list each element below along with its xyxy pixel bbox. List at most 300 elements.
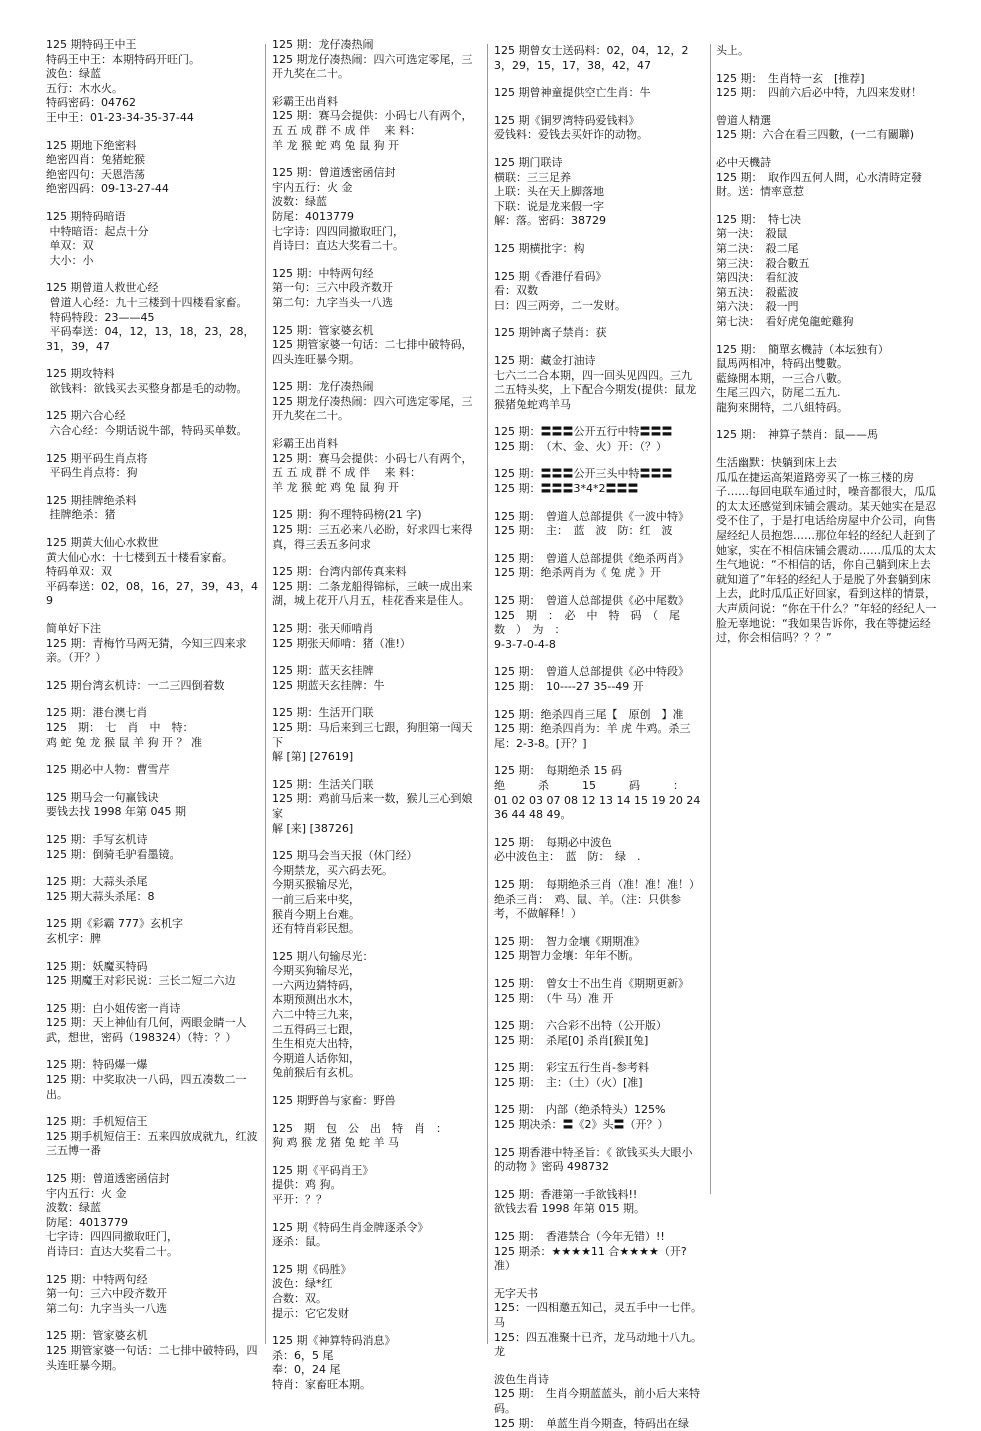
column-2 xyxy=(272,38,480,1391)
text-line: 解 [来] [38726] xyxy=(272,821,354,835)
text-block xyxy=(46,622,258,666)
text-block xyxy=(46,1329,258,1373)
text-line: 波色：绿*红 xyxy=(272,1277,333,1291)
block-heading: 125 期：大蒜头杀尾 xyxy=(46,875,148,889)
text-block xyxy=(272,1122,480,1151)
text-line: 第七決： 看好虎兔龍蛇雞狗 xyxy=(716,314,854,328)
block-heading: 125 期香港中特圣旨：《 欲钱买头大眼小的动物 》密码 498732 xyxy=(494,1145,693,1174)
text-line: 藍綠開本期，一三合八數。 xyxy=(716,371,848,385)
text-line: 绝密四码：09-13-27-44 xyxy=(46,182,169,196)
text-line: 125 期： 单蓝生肖今期查，特码出在绿 xyxy=(494,1416,689,1430)
text-line: 125 期：倒骑毛驴看墨镜。 xyxy=(46,847,181,861)
block-heading: 125 期横批字：构 xyxy=(494,241,585,255)
text-block xyxy=(494,764,702,822)
block-heading: 125 期：〓〓〓公开三头中特〓〓〓 xyxy=(494,467,673,481)
text-line: 平开：？？ xyxy=(272,1193,327,1206)
text-line: 第二句：九字当头一八选 xyxy=(272,295,393,309)
text-line: 防尾：4013779 xyxy=(46,1215,128,1229)
text-block xyxy=(272,664,480,693)
text-block xyxy=(494,836,702,865)
block-heading: 125 期马会当天报（休门经） xyxy=(272,849,418,863)
text-block xyxy=(46,1002,258,1046)
block-heading: 125 期： 曾道人总部提供《一波中特》 xyxy=(494,509,689,523)
text-block xyxy=(494,878,702,922)
block-heading: 125 期：中特两句经 xyxy=(46,1272,148,1286)
block-heading: 125 期：生活关门联 xyxy=(272,777,374,791)
text-line: 五行：木水火。 xyxy=(46,81,123,95)
text-block xyxy=(494,977,702,1006)
text-block xyxy=(494,708,702,752)
text-block xyxy=(494,1146,702,1175)
text-block xyxy=(494,1287,702,1360)
text-block xyxy=(494,510,702,539)
text-block xyxy=(46,1058,258,1102)
text-line: 125 期张天师啃：猪（准!） xyxy=(272,636,411,650)
text-line: 还有特肖彩民想。 xyxy=(272,922,360,936)
text-line: 今期道人话你知， xyxy=(272,1051,360,1065)
text-line: 羊 龙 猴 蛇 鸡 兔 鼠 狗 开 xyxy=(272,480,399,494)
block-heading: 125 期门联诗 xyxy=(494,155,563,169)
text-line: 猴肖今期上台难。 xyxy=(272,907,360,921)
text-block xyxy=(272,1263,480,1321)
block-heading: 125 期地下绝密料 xyxy=(46,138,137,152)
text-line: 六二中特三九来， xyxy=(272,1008,360,1022)
text-line: 看：双数 xyxy=(494,284,538,298)
text-line: 125 期龙仔凑热闹：四六可选定零尾，三开九奖在二十。 xyxy=(272,52,473,81)
block-heading: 125 期： 特七决 xyxy=(716,212,801,226)
text-line: 下联：说是龙来假一字 xyxy=(494,199,604,213)
text-line: 第一句：三六中段齐数开 xyxy=(46,1287,167,1301)
block-heading: 125 期曾道人救世心经 xyxy=(46,281,159,295)
text-line: 单双：双 xyxy=(46,239,94,253)
text-block xyxy=(716,456,938,646)
text-line: 第二決： 殺二尾 xyxy=(716,241,799,255)
text-block xyxy=(494,935,702,964)
text-block xyxy=(46,536,258,609)
text-block xyxy=(272,1334,480,1392)
text-line: 平码奉送：04，12，13，18，23，28，31，39，47 xyxy=(46,325,255,353)
text-block xyxy=(272,380,480,424)
text-line: 曰：四三两旁，二一发财。 xyxy=(494,298,626,312)
text-line: 125 期： 主： 蓝 波 防：红 波 xyxy=(494,524,673,538)
text-line: 波数：绿蓝 xyxy=(46,1201,101,1215)
block-heading: 125 期： 曾道人总部提供《必中特段》 xyxy=(494,665,689,679)
block-heading: 125 期：台湾内部传真来料 xyxy=(272,565,407,579)
text-block xyxy=(716,156,938,200)
text-line: 绝 杀 15 码 ： xyxy=(494,778,684,792)
text-line: 杀：6，5 尾 xyxy=(272,1348,334,1362)
block-heading: 125 期：妖魔买特码 xyxy=(46,959,148,973)
block-heading: 125 期挂牌绝杀料 xyxy=(46,493,137,507)
text-block xyxy=(494,156,702,229)
block-heading: 125 期平码生肖点将 xyxy=(46,451,148,465)
text-block xyxy=(46,1115,258,1159)
text-line: 125 期大蒜头杀尾：8 xyxy=(46,889,155,903)
text-line: 肖诗曰：直达大奖看二十。 xyxy=(272,239,404,253)
text-block xyxy=(46,452,258,481)
block-heading: 125 期《彩霸 777》玄机字 xyxy=(46,917,183,931)
block-heading: 125 期：绝杀四肖三尾【 原创 】准 xyxy=(494,707,684,721)
block-heading: 125 期： 智力金壤《期期准》 xyxy=(494,934,645,948)
text-block xyxy=(46,917,258,946)
text-block xyxy=(272,565,480,609)
block-heading: 波色生肖诗 xyxy=(494,1372,549,1386)
text-line: 波数：绿蓝 xyxy=(272,195,327,209)
text-block xyxy=(46,409,258,438)
block-heading: 125 期：港台澳七肖 xyxy=(46,706,148,720)
text-line: 125 期手机短信王：五来四放成就九，红波三五博一番 xyxy=(46,1129,258,1158)
text-line: 125 期：鸡前马后来一数，猴儿三心到娘家 xyxy=(272,792,473,820)
block-heading: 125 期： 每期绝杀 15 码 xyxy=(494,764,622,778)
text-block xyxy=(494,1019,702,1048)
text-line: 生生相克大出特， xyxy=(272,1037,360,1051)
text-block xyxy=(272,324,480,368)
text-block xyxy=(272,38,480,82)
text-block xyxy=(46,960,258,989)
block-heading: 彩霸王出肖料 xyxy=(272,94,338,108)
text-line: 狗 鸡 猴 龙 猪 兔 蛇 羊 马 xyxy=(272,1136,399,1150)
text-line: 鼠馬两相冲，特码出雙數。 xyxy=(716,357,848,371)
block-heading: 125 期：藏金打油诗 xyxy=(494,353,596,367)
text-line: 玄机字：脾 xyxy=(46,931,101,945)
block-heading: 125 期：龙仔凑热闹 xyxy=(272,380,374,394)
text-block xyxy=(494,1373,702,1431)
text-block xyxy=(716,44,938,59)
text-line: 黄大仙心水：十七楼到五十楼看家畜。 xyxy=(46,550,233,564)
block-heading: 125 期： 每期必中波色 xyxy=(494,835,612,849)
block-heading: 125 期：手写玄机诗 xyxy=(46,832,148,846)
text-line: 六合心经：今期话说牛部，特码买单数。 xyxy=(46,424,248,438)
text-line: 125 期： 10----27 35--49 开 xyxy=(494,680,644,693)
text-line: 本期预测出水木， xyxy=(272,993,360,1007)
block-heading: 125 期《香港仔看码》 xyxy=(494,269,607,283)
text-line: 中特暗语：起点十分 xyxy=(46,224,149,238)
block-heading: 125 期： 六合彩不出特（公开版） xyxy=(494,1019,667,1033)
text-line: 今期买狗输尽光， xyxy=(272,964,360,978)
block-heading: 125 期《特码生肖金牌逐杀令》 xyxy=(272,1220,429,1234)
text-block xyxy=(716,114,938,143)
block-heading: 125 期特码暗语 xyxy=(46,209,126,223)
text-line: 第一句：三六中段齐数开 xyxy=(272,281,393,295)
text-line: 王中王：01-23-34-35-37-44 xyxy=(46,110,194,124)
text-line: 逐杀：鼠。 xyxy=(272,1235,327,1249)
text-line: 鸡 蛇 兔 龙 猴 鼠 羊 狗 开 ？ 准 xyxy=(46,735,202,749)
text-block xyxy=(494,1103,702,1132)
text-line: 解：落。密码：38729 xyxy=(494,214,606,228)
text-block xyxy=(46,1273,258,1317)
text-line: 平码奉送：02，08，16，27，39，43，49 xyxy=(46,579,258,608)
text-block xyxy=(272,508,480,552)
block-heading: 125 期：白小姐传密一肖诗 xyxy=(46,1001,181,1015)
text-line: 合数：双。 xyxy=(272,1291,327,1305)
block-heading: 125 期六合心经 xyxy=(46,409,126,423)
text-line: 爱钱料：爱钱去买奸诈的动物。 xyxy=(494,128,648,142)
text-block xyxy=(494,326,702,341)
text-line: 第二句：九字当头一八选 xyxy=(46,1301,167,1315)
block-heading: 彩霸王出肖料 xyxy=(272,437,338,451)
text-block xyxy=(46,139,258,197)
text-line: 125 期龙仔凑热闹：四六可选定零尾，三开九奖在二十。 xyxy=(272,394,473,423)
text-line: 125 期： 取作四五何人問，心水清時定發財。送：情率意惹 xyxy=(716,170,922,199)
text-line: 第四決： 看紅波 xyxy=(716,271,799,285)
text-line: 125 期杀：★★★★11 合★★★★（开?准） xyxy=(494,1244,687,1273)
text-line: 平码生肖点将：狗 xyxy=(46,466,138,480)
text-line: 上联：头在天上脚落地 xyxy=(494,185,604,199)
block-heading: 125 期： 每期绝杀三肖（准！准！准！） xyxy=(494,877,700,891)
text-block xyxy=(46,281,258,354)
text-line: 一六两边猜特码， xyxy=(272,978,360,992)
text-block xyxy=(46,679,258,694)
text-line: 特肖：家畜旺本期。 xyxy=(272,1377,371,1391)
block-heading: 125 期野兽与家畜：野兽 xyxy=(272,1094,396,1108)
text-block xyxy=(272,95,480,153)
text-line: 125 期智力金壤：年年不断。 xyxy=(494,949,640,963)
block-heading: 必中天機詩 xyxy=(716,155,771,169)
text-line: 奉：0，24 尾 xyxy=(272,1363,341,1377)
block-heading: 125 期：龙仔凑热闹 xyxy=(272,38,374,51)
block-heading: 125 期曾女士送码料：02，04，12，23，29，15，17，38，42，47 xyxy=(494,44,689,72)
text-line: 欲钱料：欲钱买去买整身都是毛的动物。 xyxy=(46,381,248,395)
block-heading: 125 期钟离子禁肖：获 xyxy=(494,326,607,340)
text-line: 125 期：三五必来八必盼，好求四七来得真，得三丢五多问求 xyxy=(272,523,473,551)
block-heading: 125 期特码王中王 xyxy=(46,38,137,51)
block-heading: 125 期： 内部（绝杀特头）125% xyxy=(494,1103,666,1117)
text-block xyxy=(494,1061,702,1090)
text-block xyxy=(272,706,480,764)
text-line: 特码密码：04762 xyxy=(46,96,136,110)
text-block xyxy=(272,849,480,937)
text-line: 125 期 ： 必 中 特 码 （ 尾 数 ） 为 ： xyxy=(494,608,691,637)
block-heading: 125 期：生活开门联 xyxy=(272,706,374,720)
text-line: 大小：小 xyxy=(46,253,94,267)
text-line: 第六決： 殺一門 xyxy=(716,300,799,314)
text-line: 125 期：马后来到三七跟，狗胆第一闯天下 xyxy=(272,720,473,749)
text-line: 一前三后来中奖， xyxy=(272,892,360,906)
text-block xyxy=(716,343,938,416)
text-block xyxy=(494,86,702,101)
text-line: 01 02 03 07 08 12 13 14 15 19 20 24 36 44 48 49。 xyxy=(494,793,704,822)
text-line: 二五得码三七跟， xyxy=(272,1022,360,1036)
text-line: 绝密四肖：兔猪蛇猴 xyxy=(46,153,145,167)
text-line: 125 期：天上神仙有几何，两眼金睛一人武，想世，密码（198324）（特：？） xyxy=(46,1016,247,1044)
text-line: 125：一四相邀五知己，灵五手中一七伴。马 xyxy=(494,1301,702,1329)
block-heading: 125 期《铜罗湾特码爱钱料》 xyxy=(494,113,640,127)
column-divider xyxy=(265,44,266,1344)
block-heading: 头上。 xyxy=(716,44,749,57)
block-heading: 125 期： 曾道人总部提供《绝杀两肖》 xyxy=(494,551,689,565)
block-heading: 125 期： 神算子禁肖：鼠——馬 xyxy=(716,428,878,442)
text-line: 125 期蓝天玄挂牌：牛 xyxy=(272,678,385,692)
block-heading: 无字天书 xyxy=(494,1286,538,1300)
text-block xyxy=(46,763,258,778)
text-block xyxy=(494,594,702,652)
text-line: 挂牌绝杀：猪 xyxy=(46,508,116,522)
text-line: 欲钱去看 1998 年第 015 期。 xyxy=(494,1202,645,1216)
block-heading: 125 期八句输尽光： xyxy=(272,949,374,963)
text-line: 125 期： 生肖今期蓝蓝头，前小后大来特码。 xyxy=(494,1387,700,1415)
block-heading: 125 期： 香港禁合（今年无错）!! xyxy=(494,1230,665,1244)
block-heading: 125 期《神算特码消息》 xyxy=(272,1334,396,1348)
block-heading: 125 期攻特料 xyxy=(46,367,115,381)
column-1 xyxy=(46,38,258,1372)
text-line: 特码王中王：本期特码开旺门。 xyxy=(46,52,200,66)
block-heading: 生活幽默：快躺到床上去 xyxy=(716,456,837,470)
block-heading: 125 期：香港第一手欲钱料!! xyxy=(494,1187,638,1201)
text-block xyxy=(716,428,938,443)
block-heading: 简单好下注 xyxy=(46,622,101,635)
block-heading: 125 期：手机短信王 xyxy=(46,1115,148,1129)
block-heading: 125 期《码胜》 xyxy=(272,1262,352,1276)
text-block xyxy=(272,166,480,254)
text-block xyxy=(46,1172,258,1260)
column-divider xyxy=(487,44,488,1344)
block-heading: 125 期曾神童提供空亡生肖：牛 xyxy=(494,86,651,100)
text-block xyxy=(494,270,702,314)
text-line: 第五決： 殺藍波 xyxy=(716,285,799,299)
text-line: 125 期： （牛 马）准 开 xyxy=(494,991,614,1005)
text-block xyxy=(716,72,938,101)
text-line: 防尾：4013779 xyxy=(272,209,354,223)
text-line: 绝密四句：天恩浩荡 xyxy=(46,167,145,181)
block-heading: 125 期必中人物：曹雪芹 xyxy=(46,763,170,777)
text-line: 125 期：〓〓〓3*4*2〓〓〓 xyxy=(494,482,639,496)
text-block xyxy=(46,38,258,126)
text-line: 波色：绿蓝 xyxy=(46,67,101,81)
text-line: 瓜瓜在捷运高架道路旁买了一栋三楼的房子……每回电联车通过时，噪音都很大，瓜瓜的太太还感觉到床铺会震动。某天她实在是忍受不住了，于是打电话给房屋中介公司，向售屋经纪人员抱怨……那位年轻的经纪人赶到了她家，实在不相信床铺会震动……瓜瓜的太太生气地说：“不相信的话，你自己躺到床上去就知道了”年轻的经纪人于是脱了外套躺到床上去，此时瓜瓜正好回家，看到这样的情景，大声质问说：“你在干什么？”年轻的经纪人一脸无辜地说：“我如果告诉你，我在等捷运经过，你会相信吗？？？” xyxy=(716,470,937,645)
text-block xyxy=(494,354,702,412)
text-line: 必中波色主： 蓝 防： 绿 . xyxy=(494,850,641,864)
block-heading: 125 期： 簡單玄機詩（本坛独有） xyxy=(716,342,889,356)
text-block xyxy=(272,622,480,651)
text-block xyxy=(494,425,702,454)
block-heading: 125 期：曾道透密函信封 xyxy=(272,166,396,180)
text-line: 125 期： 主：（土）（火）[准] xyxy=(494,1075,643,1089)
text-block xyxy=(494,467,702,496)
block-heading: 125 期：特码爆一爆 xyxy=(46,1058,148,1072)
text-line: 125 期：赛马会提供：小码七八有两个，五 五 成 群 不 成 伴 来 料： xyxy=(272,451,473,480)
text-block xyxy=(46,875,258,904)
column-4 xyxy=(716,44,938,1144)
text-line: 125 期管家婆一句话：二七排中破特码，四头连旺暴今期。 xyxy=(272,338,473,366)
text-line: 解 [第] [27619] xyxy=(272,750,354,764)
block-heading: 125 期：张天师啃肖 xyxy=(272,622,374,635)
text-block xyxy=(272,950,480,1081)
text-line: 肖诗曰：直达大奖看二十。 xyxy=(46,1245,178,1258)
text-block xyxy=(272,1221,480,1250)
text-block xyxy=(46,367,258,396)
block-heading: 125 期：〓〓〓公开五行中特〓〓〓 xyxy=(494,425,673,439)
text-line: 125 期：中奖取决一八码，四五凑数二一出。 xyxy=(46,1073,247,1101)
text-line: 特码特段：23——45 xyxy=(46,310,155,324)
text-line: 125 期管家婆一句话：二七排中破特码，四头连旺暴今期。 xyxy=(46,1343,258,1372)
column-divider xyxy=(710,44,711,1194)
text-block xyxy=(46,494,258,523)
block-heading: 曾道人精選 xyxy=(716,113,771,127)
text-line: 125 期： 杀尾[0] 杀肖[猴][兔] xyxy=(494,1033,649,1047)
block-heading: 125 期《平码肖王》 xyxy=(272,1163,374,1177)
text-line: 兔前猴后有玄机。 xyxy=(272,1066,360,1080)
text-line: 125 期：六合在看三四數，(一二有關聯) xyxy=(716,128,915,142)
block-heading: 125 期：管家婆玄机 xyxy=(46,1329,148,1343)
text-line: 提示：它它发财 xyxy=(272,1306,349,1320)
text-block xyxy=(272,267,480,311)
block-heading: 125 期：狗不理特码榜(21 字) xyxy=(272,508,422,522)
text-block xyxy=(46,210,258,268)
text-block xyxy=(494,552,702,581)
block-heading: 125 期马会一句赢钱诀 xyxy=(46,790,159,804)
text-block xyxy=(494,665,702,694)
text-block xyxy=(272,437,480,495)
column-3 xyxy=(494,44,704,1430)
block-heading: 125 期：曾道透密函信封 xyxy=(46,1172,170,1186)
text-line: 125 期：赛马会提供：小码七八有两个，五 五 成 群 不 成 伴 来 料： xyxy=(272,109,473,137)
text-line: 125 期：二条龙船得锦标，三峡一成出来湖，城上花开八月五，桂花香来是佳人。 xyxy=(272,579,473,608)
text-block xyxy=(494,1188,702,1217)
text-line: 125 期： （木、金、火）开：（？） xyxy=(494,439,667,453)
block-heading: 125 期： 曾道人总部提供《必中尾数》 xyxy=(494,594,689,608)
text-line: 125 期： 四前六后必中特，九四来发财！ xyxy=(716,86,922,100)
block-heading: 125 期： 生肖特一玄 [推荐] xyxy=(716,71,865,85)
text-line: 125 期：绝杀两肖为《 兔 虎 》开 xyxy=(494,566,661,580)
block-heading: 125 期：管家婆玄机 xyxy=(272,323,374,337)
text-block xyxy=(272,778,480,836)
text-block xyxy=(716,213,938,330)
block-heading: 125 期黄大仙心水救世 xyxy=(46,536,159,550)
text-line: 第三決： 殺合數五 xyxy=(716,256,810,270)
text-line: 125 期：青梅竹马两无猜，今知三四来求亲。（开？） xyxy=(46,636,247,665)
text-line: 七字诗：四四同撤取旺门， xyxy=(46,1230,178,1244)
block-heading: 125 期： 彩宝五行生肖-参考料 xyxy=(494,1061,649,1075)
text-line: 125 期魔王对彩民说：三长二短二六边 xyxy=(46,974,236,988)
text-line: 羊 龙 猴 蛇 鸡 兔 鼠 狗 开 xyxy=(272,138,399,152)
text-line: 生尾三四六，防尾二五九. xyxy=(716,386,841,400)
text-block xyxy=(494,242,702,257)
block-heading: 125 期台湾玄机诗：一二三四倒着数 xyxy=(46,678,225,692)
text-line: 125 期： 七 肖 中 特： xyxy=(46,720,194,734)
text-line: 七六二二合本期，四一回头见四四。三九二五特头奖，上下配合今期发(提供：鼠龙猴猪兔蛇鸡羊马 xyxy=(494,368,697,411)
text-block xyxy=(494,44,702,73)
text-line: 9-3-7-0-4-8 xyxy=(494,637,556,651)
text-line: 龍狗來開特，二八組特码。 xyxy=(716,400,848,414)
text-block xyxy=(272,1094,480,1109)
text-block xyxy=(494,114,702,143)
text-line: 宇内五行：火 金 xyxy=(46,1186,127,1200)
text-line: 曾道人心经：九十三楼到十四楼看家畜。 xyxy=(46,295,248,309)
text-line: 七字诗：四四同撤取旺门， xyxy=(272,224,404,238)
text-line: 要钱去找 1998 年第 045 期 xyxy=(46,805,186,819)
text-line: 横联：三三足养 xyxy=(494,170,571,184)
text-line: 125：四五准聚十已齐，龙马动地十八九。龙 xyxy=(494,1330,702,1359)
text-line: 提供：鸡 狗。 xyxy=(272,1178,342,1192)
text-block xyxy=(494,1230,702,1274)
text-block xyxy=(46,791,258,820)
text-block xyxy=(272,1164,480,1208)
text-line: 特码单双：双 xyxy=(46,565,112,579)
text-line: 绝杀三肖： 鸡、鼠、羊。（注：只供参考，不做解释！） xyxy=(494,892,681,921)
text-line: 第一決： 殺鼠 xyxy=(716,227,788,241)
block-heading: 125 期： 曾女士不出生肖《期期更新》 xyxy=(494,976,689,990)
text-block xyxy=(46,706,258,750)
text-line: 今期禁龙，买六码去死。 xyxy=(272,863,393,877)
text-line: 125 期：绝杀四肖为：羊 虎 牛鸡。杀三尾：2-3-8。[开？] xyxy=(494,722,691,750)
block-heading: 125 期：蓝天玄挂牌 xyxy=(272,664,374,678)
text-block xyxy=(46,833,258,862)
block-heading: 125 期 包 公 出 特 肖 ： xyxy=(272,1121,447,1135)
block-heading: 125 期：中特两句经 xyxy=(272,266,374,280)
text-line: 今期买猴输尽光， xyxy=(272,878,360,892)
text-line: 125 期决杀：〓《2》头〓（开？） xyxy=(494,1118,669,1132)
text-line: 宇内五行：火 金 xyxy=(272,180,353,194)
